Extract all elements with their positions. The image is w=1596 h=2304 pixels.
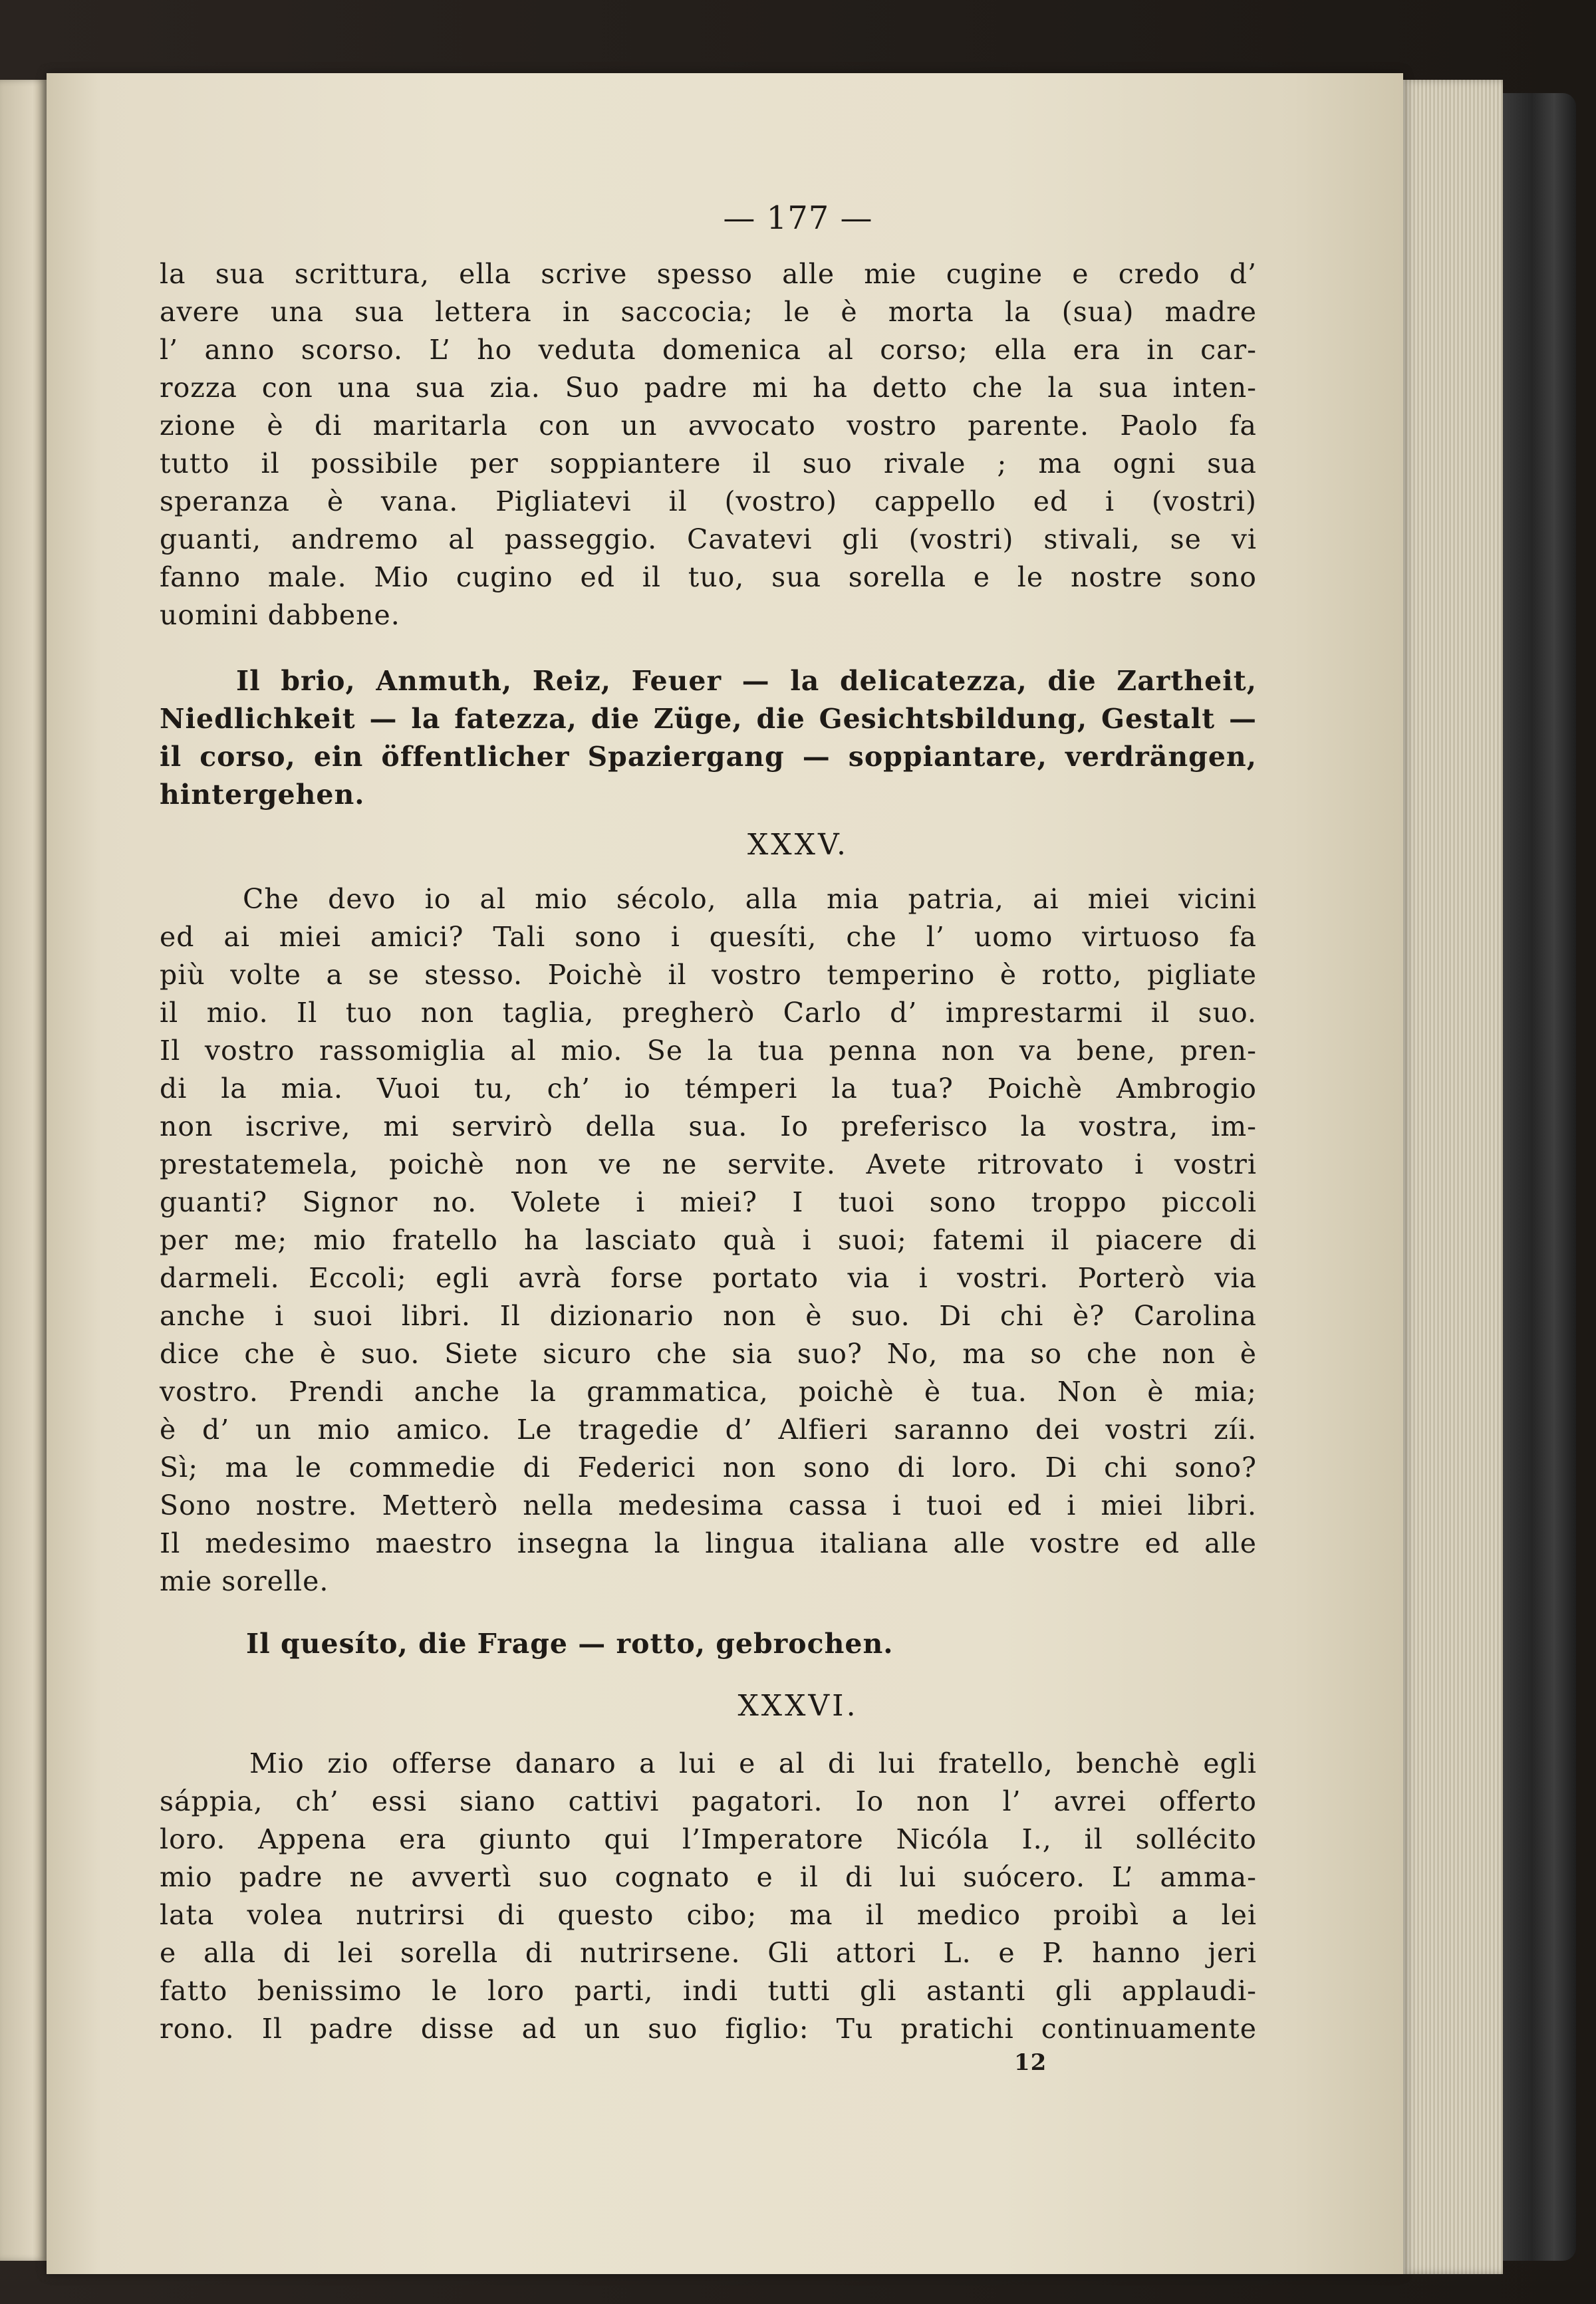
- text-line: non iscrive, mi servirò della sua. Io preferisco la vostra, im-: [160, 1110, 1257, 1142]
- text-line: Sono nostre. Metterò nella medesima cassa i tuoi ed i miei libri.: [160, 1489, 1257, 1521]
- previous-page-edge: [0, 80, 47, 2261]
- text-line: anche i suoi libri. Il dizionario non è suo. Di chi è? Carolina: [160, 1300, 1257, 1332]
- text-line: Il medesimo maestro insegna la lingua italiana alle vostre ed alle: [160, 1527, 1257, 1559]
- text-line: speranza è vana. Pigliatevi il (vostro) cappello ed i (vostri): [160, 485, 1257, 517]
- text-line: rozza con una sua zia. Suo padre mi ha detto che la sua inten-: [160, 372, 1257, 404]
- text-line: guanti? Signor no. Volete i miei? I tuoi sono troppo piccoli: [160, 1186, 1257, 1218]
- text-line: mie sorelle.: [160, 1565, 329, 1597]
- page-header: — 177 —: [723, 199, 873, 237]
- text-line: Il vostro rassomiglia al mio. Se la tua penna non va bene, pren-: [160, 1035, 1257, 1067]
- text-line: guanti, andremo al passeggio. Cavatevi gli (vostri) stivali, se vi: [160, 523, 1257, 555]
- text-line: fanno male. Mio cugino ed il tuo, sua sorella e le nostre sono: [160, 561, 1257, 593]
- vocab-line: il corso, ein öffentlicher Spaziergang — soppiantare, verdrängen,: [160, 741, 1257, 773]
- text-line: l’ anno scorso. L’ ho veduta domenica al corso; ella era in car-: [160, 334, 1257, 366]
- text-line: il mio. Il tuo non taglia, pregherò Carlo d’ imprestarmi il suo.: [160, 997, 1257, 1029]
- text-line: zione è di maritarla con un avvocato vostro parente. Paolo fa: [160, 410, 1257, 442]
- text-line: ed ai miei amici? Tali sono i quesíti, che l’ uomo virtuoso fa: [160, 921, 1257, 953]
- text-line: più volte a se stesso. Poichè il vostro temperino è rotto, pigliate: [160, 959, 1257, 991]
- vocab-line: Niedlichkeit — la fatezza, die Züge, die Gesichtsbildung, Gestalt —: [160, 703, 1257, 735]
- text-line: sáppia, ch’ essi siano cattivi pagatori. Io non l’ avrei offerto: [160, 1785, 1257, 1817]
- text-line: vostro. Prendi anche la grammatica, poichè è tua. Non è mia;: [160, 1376, 1257, 1408]
- text-line: tutto il possibile per soppiantere il suo rivale ; ma ogni sua: [160, 448, 1257, 479]
- text-line: fatto benissimo le loro parti, indi tutti gli astanti gli applaudi-: [160, 1975, 1257, 2007]
- text-line: Che devo io al mio sécolo, alla mia patria, ai miei vicini: [243, 883, 1257, 915]
- section-heading-36: XXXVI.: [737, 1689, 859, 1723]
- text-line: e alla di lei sorella di nutrirsene. Gli attori L. e P. hanno jeri: [160, 1937, 1257, 1969]
- text-line: rono. Il padre disse ad un suo figlio: Tu pratichi continuamente: [160, 2013, 1257, 2045]
- text-line: loro. Appena era giunto qui l’Imperatore Nicóla I., il sollécito: [160, 1823, 1257, 1855]
- page-edges: [1403, 80, 1503, 2274]
- text-line: mio padre ne avvertì suo cognato e il di lui suócero. L’ amma-: [160, 1861, 1257, 1893]
- text-line: lata volea nutrirsi di questo cibo; ma il medico proibì a lei: [160, 1899, 1257, 1931]
- text-line: uomini dabbene.: [160, 599, 400, 631]
- signature-mark: 12: [1014, 2049, 1047, 2076]
- text-line: avere una sua lettera in saccocia; le è morta la (sua) madre: [160, 296, 1257, 328]
- text-line: Mio zio offerse danaro a lui e al di lui fratello, benchè egli: [249, 1747, 1257, 1779]
- book-binding: [1503, 93, 1576, 2261]
- text-line: darmeli. Eccoli; egli avrà forse portato via i vostri. Porterò via: [160, 1262, 1257, 1294]
- text-line: Sì; ma le commedie di Federici non sono di loro. Di chi sono?: [160, 1452, 1257, 1483]
- text-line: di la mia. Vuoi tu, ch’ io témperi la tua? Poichè Ambrogio: [160, 1073, 1257, 1104]
- vocab-line: hintergehen.: [160, 779, 365, 811]
- vocab-line: Il brio, Anmuth, Reiz, Feuer — la delicatezza, die Zartheit,: [236, 665, 1257, 697]
- text-line: per me; mio fratello ha lasciato quà i suoi; fatemi il piacere di: [160, 1224, 1257, 1256]
- text-line: è d’ un mio amico. Le tragedie d’ Alfieri saranno dei vostri zíi.: [160, 1414, 1257, 1446]
- vocab-line: Il quesíto, die Frage — rotto, gebrochen.: [246, 1628, 894, 1660]
- text-line: la sua scrittura, ella scrive spesso alle mie cugine e credo d’: [160, 258, 1257, 290]
- section-heading-35: XXXV.: [747, 828, 849, 862]
- text-line: dice che è suo. Siete sicuro che sia suo? No, ma so che non è: [160, 1338, 1257, 1370]
- text-line: prestatemela, poichè non ve ne servite. Avete ritrovato i vostri: [160, 1148, 1257, 1180]
